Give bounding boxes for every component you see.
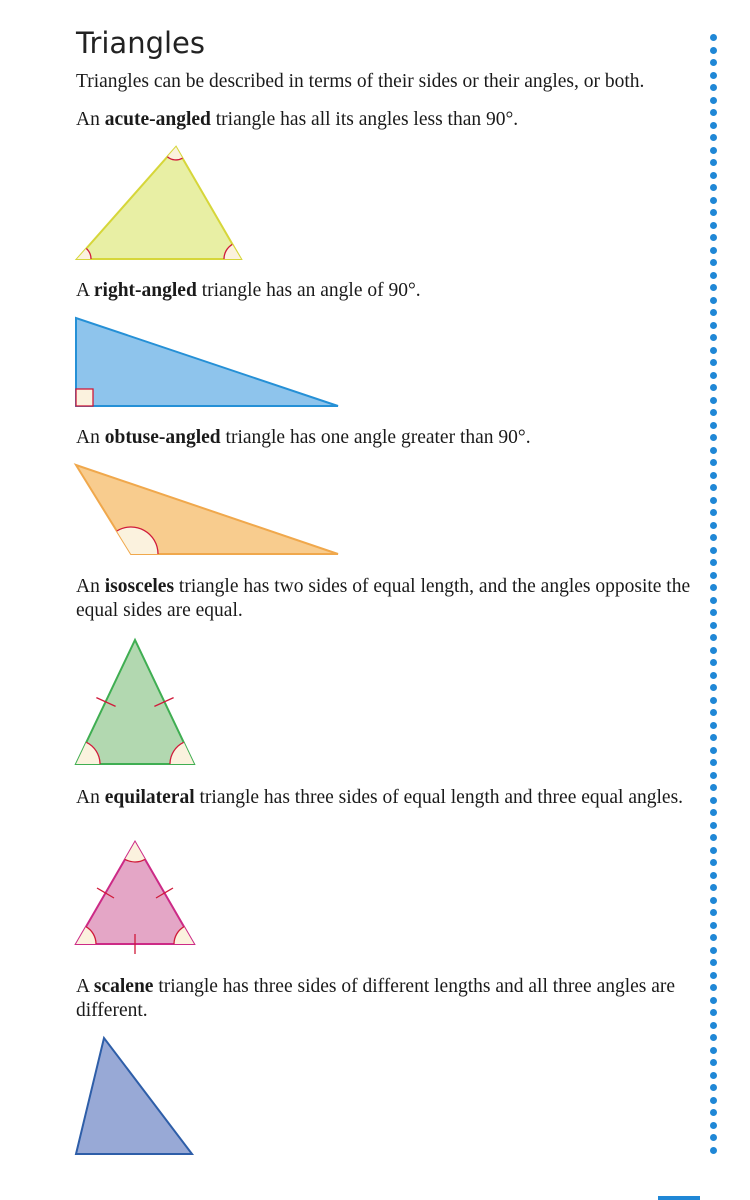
- border-dot: [710, 547, 717, 554]
- border-dot: [710, 447, 717, 454]
- border-dot: [710, 1109, 717, 1116]
- border-dot: [710, 984, 717, 991]
- border-dot: [710, 384, 717, 391]
- border-dot: [710, 409, 717, 416]
- border-dot: [710, 947, 717, 954]
- border-dot: [710, 709, 717, 716]
- equilateral-term: equilateral: [104, 787, 195, 808]
- border-dot: [710, 222, 717, 229]
- border-dot: [710, 822, 717, 829]
- border-dot: [710, 272, 717, 279]
- border-dot: [710, 209, 717, 216]
- border-dot: [710, 234, 717, 241]
- border-dot: [710, 884, 717, 891]
- border-dot: [710, 1047, 717, 1054]
- border-dot: [710, 734, 717, 741]
- right-term: right-angled: [93, 280, 197, 301]
- border-dot: [710, 322, 717, 329]
- page-tab-marker: [658, 1196, 700, 1200]
- isosceles-pre: An: [76, 576, 105, 597]
- right-pre: A: [76, 280, 94, 301]
- border-dot: [710, 334, 717, 341]
- border-dot: [710, 159, 717, 166]
- border-dot: [710, 584, 717, 591]
- border-dot: [710, 572, 717, 579]
- border-dot: [710, 1034, 717, 1041]
- border-dot: [710, 697, 717, 704]
- border-dot: [710, 59, 717, 66]
- border-dot: [710, 122, 717, 129]
- border-dot: [710, 659, 717, 666]
- equilateral-pre: An: [76, 787, 105, 808]
- border-dot: [710, 284, 717, 291]
- page-title: Triangles: [76, 26, 205, 60]
- border-dot: [710, 634, 717, 641]
- intro-text: Triangles can be described in terms of their sides or their angles, or both.: [76, 71, 645, 92]
- border-dot: [710, 847, 717, 854]
- acute-term: acute-angled: [104, 109, 211, 130]
- border-dot: [710, 97, 717, 104]
- border-dot: [710, 309, 717, 316]
- border-dot: [710, 997, 717, 1004]
- border-dot: [710, 972, 717, 979]
- border-dot: [710, 559, 717, 566]
- border-dot: [710, 297, 717, 304]
- border-dot: [710, 484, 717, 491]
- border-dot: [710, 1022, 717, 1029]
- border-dot: [710, 247, 717, 254]
- border-dot: [710, 797, 717, 804]
- right-post: triangle has an angle of 90°.: [196, 280, 421, 301]
- border-dot: [710, 134, 717, 141]
- border-dot: [710, 459, 717, 466]
- acute-post: triangle has all its angles less than 90°.: [210, 109, 519, 130]
- border-dot: [710, 1147, 717, 1154]
- border-dot: [710, 647, 717, 654]
- border-dot: [710, 759, 717, 766]
- border-dot: [710, 897, 717, 904]
- border-dot: [710, 1084, 717, 1091]
- border-dot: [710, 347, 717, 354]
- border-dot: [710, 109, 717, 116]
- border-dot: [710, 909, 717, 916]
- acute-pre: An: [76, 109, 105, 130]
- border-dot: [710, 422, 717, 429]
- border-dot: [710, 784, 717, 791]
- scalene-post: triangle has three sides of different lengths and all three angles are different.: [76, 976, 676, 1021]
- border-dot: [710, 434, 717, 441]
- border-dot: [710, 859, 717, 866]
- border-dot: [710, 747, 717, 754]
- border-dot: [710, 72, 717, 79]
- border-dot: [710, 197, 717, 204]
- border-dot: [710, 1059, 717, 1066]
- border-dot: [710, 1134, 717, 1141]
- border-dot: [710, 934, 717, 941]
- border-dot: [710, 472, 717, 479]
- border-dot: [710, 809, 717, 816]
- scalene-pre: A: [76, 976, 94, 997]
- border-dot: [710, 497, 717, 504]
- border-dot: [710, 722, 717, 729]
- obtuse-post: triangle has one angle greater than 90°.: [220, 427, 531, 448]
- isosceles-term: isosceles: [104, 576, 175, 597]
- border-dot: [710, 84, 717, 91]
- border-dot: [710, 872, 717, 879]
- border-dot: [710, 597, 717, 604]
- border-dot: [710, 622, 717, 629]
- border-dot: [710, 672, 717, 679]
- border-dot: [710, 397, 717, 404]
- border-dot: [710, 359, 717, 366]
- border-dot: [710, 522, 717, 529]
- border-dot: [710, 609, 717, 616]
- border-dot: [710, 259, 717, 266]
- border-dot: [710, 959, 717, 966]
- border-dot: [710, 509, 717, 516]
- border-dot: [710, 534, 717, 541]
- scalene-term: scalene: [93, 976, 154, 997]
- isosceles-post: triangle has two sides of equal length, and the angles opposite the equal sides are equal.: [76, 576, 691, 621]
- equilateral-post: triangle has three sides of equal length and three equal angles.: [194, 787, 684, 808]
- border-dot: [710, 47, 717, 54]
- border-dot: [710, 147, 717, 154]
- obtuse-pre: An: [76, 427, 105, 448]
- border-dot: [710, 184, 717, 191]
- border-dot: [710, 1009, 717, 1016]
- border-dot: [710, 772, 717, 779]
- obtuse-term: obtuse-angled: [104, 427, 221, 448]
- scalene-triangle: [76, 1038, 192, 1154]
- border-dot: [710, 922, 717, 929]
- dotted-margin-border: [706, 24, 720, 1174]
- border-dot: [710, 372, 717, 379]
- border-dot: [710, 172, 717, 179]
- border-dot: [710, 34, 717, 41]
- border-dot: [710, 1072, 717, 1079]
- border-dot: [710, 1097, 717, 1104]
- border-dot: [710, 1122, 717, 1129]
- border-dot: [710, 834, 717, 841]
- border-dot: [710, 684, 717, 691]
